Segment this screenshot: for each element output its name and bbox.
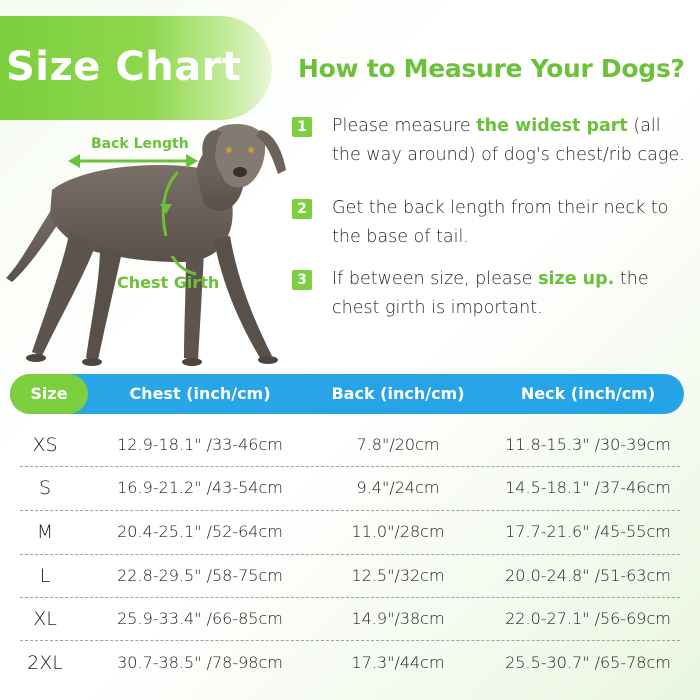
step-number-badge: 3 bbox=[292, 270, 312, 290]
step-text: Please measure the widest part (all the way around) of dog's chest/rib cage. bbox=[332, 116, 685, 165]
cell-size: XL bbox=[33, 608, 57, 630]
chest-girth-label: Chest Girth bbox=[117, 273, 220, 292]
cell-chest: 25.9-33.4" /66-85cm bbox=[117, 609, 283, 628]
step-1 bbox=[292, 112, 692, 170]
header-neck: Neck (inch/cm) bbox=[520, 384, 656, 403]
table-row bbox=[0, 466, 700, 510]
table-row bbox=[0, 597, 700, 641]
measure-heading: How to Measure Your Dogs? bbox=[298, 54, 685, 83]
cell-chest: 20.4-25.1" /52-64cm bbox=[117, 522, 283, 541]
cell-neck: 17.7-21.6" /45-55cm bbox=[505, 522, 671, 541]
page-title: Size Chart bbox=[6, 44, 242, 90]
table-row bbox=[0, 423, 700, 467]
cell-size: S bbox=[38, 477, 52, 499]
cell-back: 7.8"/20cm bbox=[356, 435, 440, 454]
table-row bbox=[0, 641, 700, 685]
dog-illustration bbox=[0, 115, 295, 375]
step-number-badge: 2 bbox=[292, 199, 312, 219]
table-row bbox=[0, 510, 700, 554]
cell-size: M bbox=[36, 521, 54, 543]
header-size: Size bbox=[30, 384, 68, 403]
step-text: Get the back length from their neck to the base of tail. bbox=[332, 198, 669, 247]
cell-size: 2XL bbox=[27, 652, 63, 674]
back-length-label: Back Length bbox=[91, 136, 189, 152]
step-2 bbox=[292, 194, 692, 252]
cell-chest: 30.7-38.5" /78-98cm bbox=[117, 653, 283, 672]
cell-back: 17.3"/44cm bbox=[351, 653, 445, 672]
cell-neck: 25.5-30.7" /65-78cm bbox=[505, 653, 671, 672]
header-back: Back (inch/cm) bbox=[331, 384, 465, 403]
step-number-badge: 1 bbox=[292, 117, 312, 137]
cell-back: 9.4"/24cm bbox=[356, 478, 440, 497]
cell-neck: 11.8-15.3" /30-39cm bbox=[505, 435, 671, 454]
cell-back: 12.5"/32cm bbox=[351, 566, 445, 585]
cell-neck: 20.0-24.8" /51-63cm bbox=[505, 566, 671, 585]
table-row bbox=[0, 554, 700, 598]
cell-neck: 22.0-27.1" /56-69cm bbox=[505, 609, 671, 628]
cell-size: XS bbox=[32, 434, 58, 456]
cell-neck: 14.5-18.1" /37-46cm bbox=[505, 478, 671, 497]
step-text: If between size, please size up. the chest girth is important. bbox=[332, 269, 649, 318]
cell-back: 14.9"/38cm bbox=[351, 609, 445, 628]
cell-back: 11.0"/28cm bbox=[351, 522, 445, 541]
cell-chest: 16.9-21.2" /43-54cm bbox=[117, 478, 283, 497]
cell-chest: 12.9-18.1" /33-46cm bbox=[117, 435, 283, 454]
step-3 bbox=[292, 265, 692, 323]
cell-chest: 22.8-29.5" /58-75cm bbox=[117, 566, 283, 585]
cell-size: L bbox=[39, 565, 51, 587]
header-chest: Chest (inch/cm) bbox=[129, 384, 271, 403]
